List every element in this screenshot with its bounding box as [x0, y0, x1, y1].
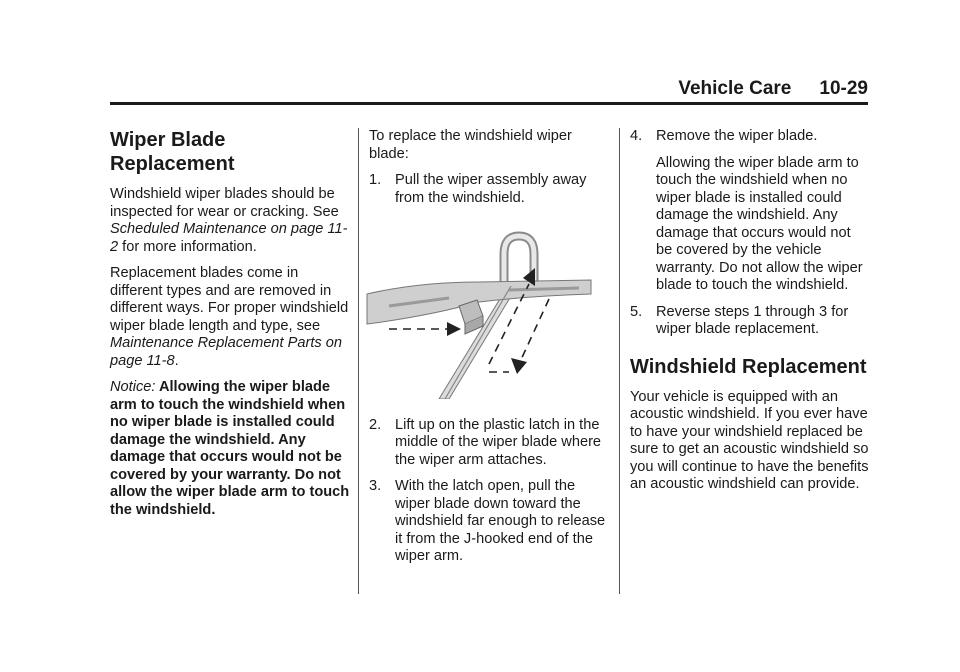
- intro-text: To replace the windshield wiper blade:: [369, 128, 572, 162]
- paragraph-replacement-blades: Replacement blades come in different types and are removed in different ways. For proper windshield wiper blade length and type, see Maintenance Replacement Parts on page 11-8.: [110, 265, 349, 369]
- step-item: [369, 417, 607, 470]
- step-number: 1.: [369, 172, 382, 188]
- page-header: [110, 78, 868, 104]
- link-scheduled-maintenance[interactable]: Scheduled Maintenance on page 11-2: [110, 221, 348, 255]
- section-title: Vehicle Care: [678, 78, 792, 99]
- section-heading-wiper-blade: Wiper Blade Replacement: [110, 129, 235, 175]
- step-item: [369, 478, 607, 566]
- step-text: Reverse steps 1 through 3 for wiper blade replacement.: [656, 303, 849, 337]
- step-number: 4.: [630, 128, 643, 144]
- step-text: With the latch open, pull the wiper blade down toward the windshield far enough to release it from the J-hooked end of the wiper arm.: [395, 478, 606, 564]
- wiper-illustration: [359, 224, 594, 399]
- header-rule: [110, 102, 868, 105]
- section-heading-windshield: Windshield Replacement: [630, 355, 867, 378]
- step-number: 2.: [369, 416, 382, 433]
- arrow-down-diag: [519, 299, 549, 364]
- step-item: [630, 128, 870, 146]
- step-number: 5.: [630, 303, 643, 320]
- page-number: 10-29: [819, 78, 868, 99]
- step-item: [630, 304, 870, 339]
- column-right: [630, 128, 870, 503]
- column-middle: [369, 128, 607, 575]
- link-maintenance-parts[interactable]: Maintenance Replacement Parts on page 11-8: [110, 335, 343, 369]
- step-text: Remove the wiper blade.: [656, 128, 818, 144]
- paragraph-acoustic: Your vehicle is equipped with an acoustic windshield. If you ever have to have your windshield replaced be sure to get an acoustic windshield so you will continue to have the benefits an acoustic windshield can provide.: [630, 388, 869, 492]
- step-text: Pull the wiper assembly away from the windshield.: [395, 172, 587, 206]
- notice-block: [110, 379, 350, 519]
- step-item: [369, 172, 607, 207]
- step-note: Allowing the wiper blade arm to touch the windshield when no wiper blade is installed could damage the windshield. Any damage that occurs would not be covered by the vehicle warranty. Do not allow the wiper blade to touch the windshield.: [656, 154, 863, 293]
- paragraph-inspect: Windshield wiper blades should be inspected for wear or cracking. See Scheduled Maintenance on page 11-2 for more information.: [110, 186, 348, 255]
- step-number: 3.: [369, 478, 382, 494]
- step-text: Lift up on the plastic latch in the middle of the wiper blade where the wiper arm attaches.: [395, 416, 602, 468]
- notice-text: Allowing the wiper blade arm to touch the windshield when no wiper blade is installed could damage the windshield. Any damage that occurs would not be covered by your warranty. Do not allow the wiper blade arm to touch the windshield.: [110, 379, 350, 518]
- notice-label: Notice:: [110, 379, 156, 395]
- column-divider: [619, 128, 620, 594]
- column-left: [110, 128, 350, 528]
